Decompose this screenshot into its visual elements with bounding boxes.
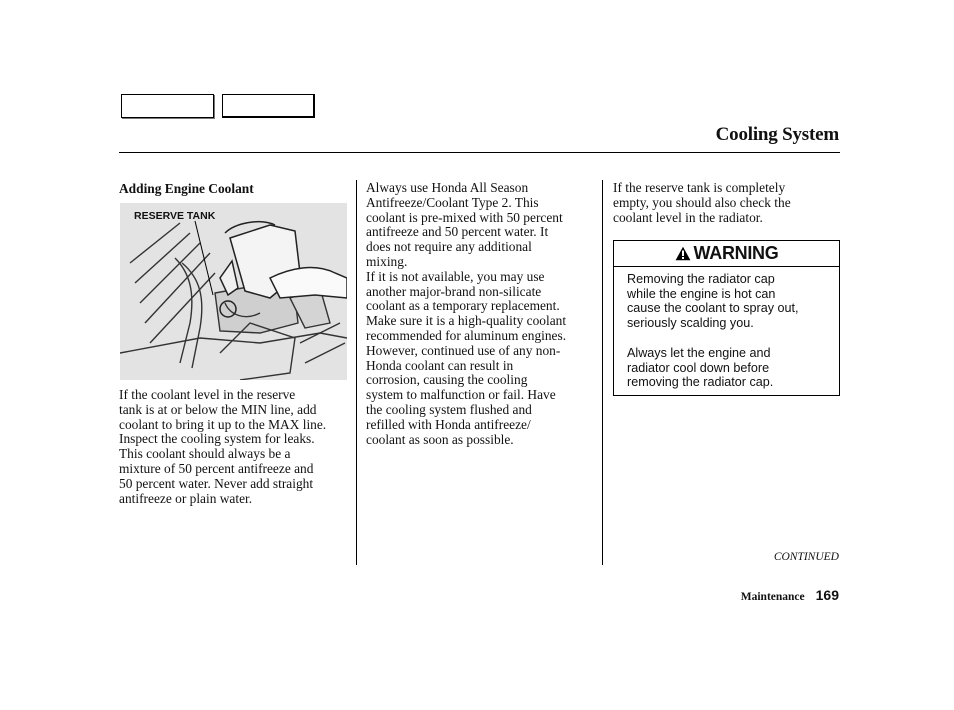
text-line: If the coolant level in the reserve xyxy=(119,387,296,402)
text-line: coolant as a temporary replacement. xyxy=(366,298,560,314)
text-line: mixture of 50 percent antifreeze and xyxy=(119,460,314,476)
text-line: empty, you should also check the xyxy=(613,194,791,210)
text-line: does not require any additional xyxy=(366,239,532,255)
text-line: Always use Honda All Season xyxy=(366,180,529,195)
text-line: This coolant should always be a xyxy=(119,446,291,462)
text-line: Antifreeze/Coolant Type 2. This xyxy=(366,194,539,210)
reserve-tank-illustration xyxy=(120,203,347,380)
continued-label: CONTINUED xyxy=(773,551,839,563)
text-line: Always let the engine and xyxy=(627,345,771,360)
column-divider-1 xyxy=(356,180,357,565)
warning-box xyxy=(613,240,840,396)
page-number: 169 xyxy=(815,587,839,603)
text-line: seriously scalding you. xyxy=(627,316,754,331)
text-line: cause the coolant to spray out, xyxy=(627,301,799,316)
text-line: However, continued use of any non- xyxy=(366,342,561,358)
text-line: If the reserve tank is completely xyxy=(613,180,786,195)
warning-paragraph-1 xyxy=(627,272,829,331)
text-line: Honda coolant can result in xyxy=(366,357,514,373)
header-rule xyxy=(119,152,840,153)
text-line: Removing the radiator cap xyxy=(627,272,775,286)
text-line: mixing. xyxy=(366,253,408,269)
warning-triangle-icon xyxy=(675,246,691,261)
text-line: 50 percent water. Never add straight xyxy=(119,475,314,491)
nav-tab-1[interactable] xyxy=(121,94,214,118)
text-line: coolant level in the radiator. xyxy=(613,209,763,225)
text-line: system to malfunction or fail. Have xyxy=(366,387,556,403)
body-text-col3 xyxy=(613,181,840,225)
footer-section: Maintenance xyxy=(740,591,805,603)
text-line: antifreeze or plain water. xyxy=(119,490,253,506)
text-line: Inspect the cooling system for leaks. xyxy=(119,431,315,447)
page-title: Cooling System xyxy=(715,124,839,145)
warning-text xyxy=(614,267,839,390)
text-line: coolant to bring it up to the MAX line. xyxy=(119,416,327,432)
text-line: If it is not available, you may use xyxy=(366,268,545,284)
text-line: removing the radiator cap. xyxy=(627,375,774,390)
text-line: recommended for aluminum engines. xyxy=(366,327,567,343)
text-line: Make sure it is a high-quality coolant xyxy=(366,313,567,329)
text-line: coolant is pre-mixed with 50 percent xyxy=(366,209,563,225)
text-line: corrosion, causing the cooling xyxy=(366,372,528,388)
text-line: radiator cool down before xyxy=(627,360,770,375)
engine-bay-drawing xyxy=(120,203,347,380)
section-heading: Adding Engine Coolant xyxy=(119,181,254,196)
text-line: coolant as soon as possible. xyxy=(366,431,514,447)
nav-tab-2[interactable] xyxy=(222,94,315,118)
page-footer xyxy=(741,587,839,603)
text-line: tank is at or below the MIN line, add xyxy=(119,401,317,417)
warning-label: WARNING xyxy=(693,243,779,263)
warning-header xyxy=(614,241,839,267)
figure-label: RESERVE TANK xyxy=(134,210,216,222)
warning-paragraph-2 xyxy=(627,346,829,390)
text-line: while the engine is hot can xyxy=(627,286,776,301)
body-text-col1 xyxy=(119,388,355,506)
column-divider-2 xyxy=(602,180,603,565)
body-text-col2 xyxy=(366,181,602,447)
text-line: another major-brand non-silicate xyxy=(366,283,542,299)
text-line: the cooling system flushed and xyxy=(366,401,532,417)
text-line: antifreeze and 50 percent water. It xyxy=(366,224,549,240)
text-line: refilled with Honda antifreeze/ xyxy=(366,416,531,432)
